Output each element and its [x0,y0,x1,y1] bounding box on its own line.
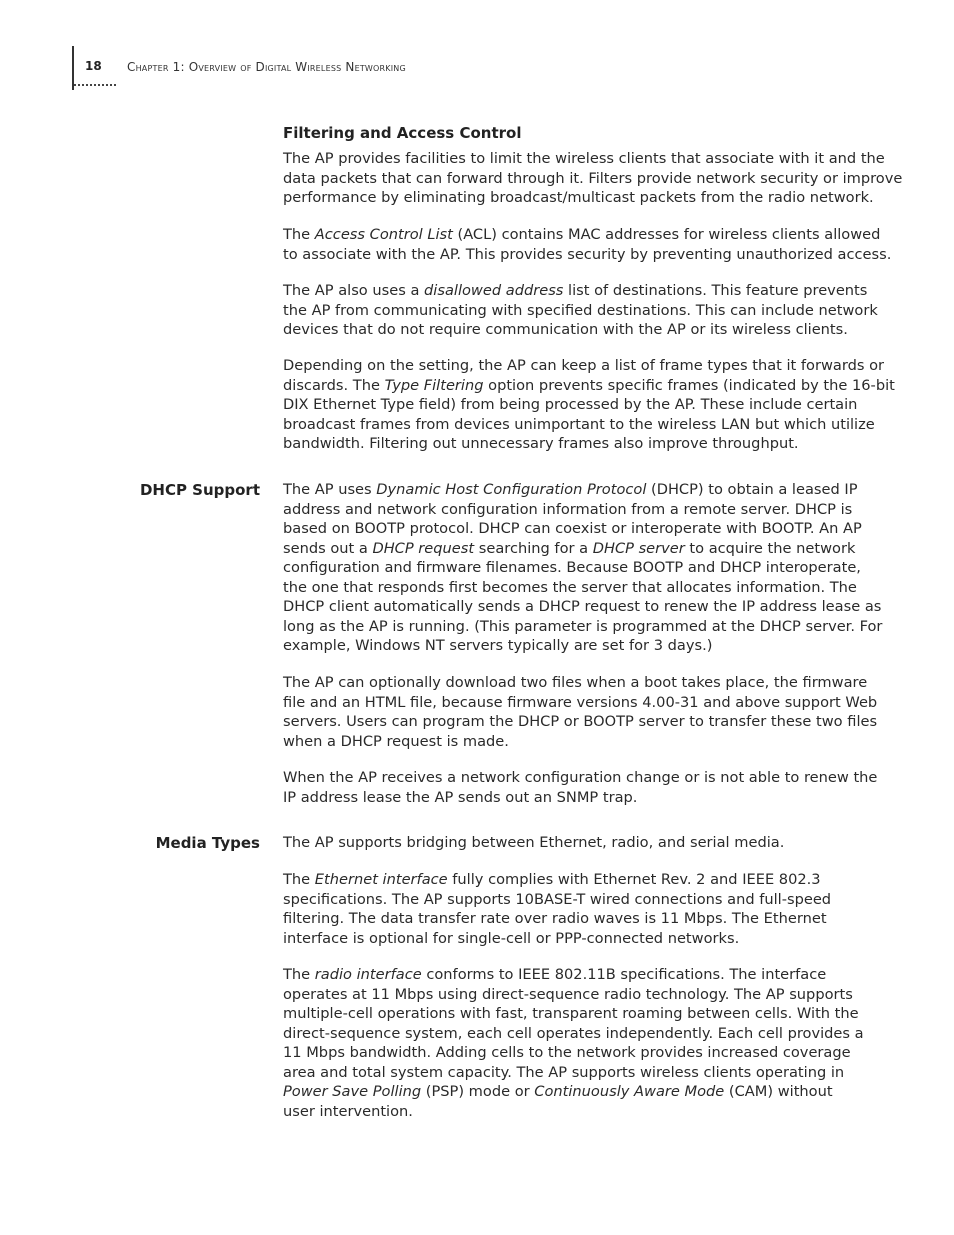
media-types-heading: Media Types [155,834,260,852]
media-paragraph-3: The radio interface conforms to IEEE 802.11B specifications. The interface operates at 11 Mbps using direct-sequence radio technology. The AP supports multiple-cell operations with fast, transparent roaming between cells. With the direct-sequence system, each cell operates independently. Each cell provides a 11 Mbps bandwidth. Adding cells to the network provides increased coverage area and total system capacity. The AP supports wireless clients operating in Power Save Polling (PSP) mode or Continuously Aware Mode (CAM) without user intervention. [283,966,864,1120]
filtering-paragraph-4: Depending on the setting, the AP can keep a list of frame types that it forwards or discards. The Type Filtering option prevents specific frames (indicated by the 16-bit DIX Ethernet Type field) from being processed by the AP. These include certain broadcast frames from devices unimportant to the wireless LAN but which utilize bandwidth. Filtering out unnecessary frames also improve throughput. [283,357,895,452]
dhcp-paragraph-3: When the AP receives a network configuration change or is not able to renew the IP address lease the AP sends out an SNMP trap. [283,769,878,806]
page-number: 18 [85,59,102,73]
media-paragraph-1: The AP supports bridging between Ethernet, radio, and serial media. [283,834,785,851]
dhcp-support-heading: DHCP Support [139,481,260,499]
dhcp-paragraph-2: The AP can optionally download two files when a boot takes place, the firmware file and an HTML file, because firmware versions 4.00-31 and above support Web servers. Users can program the DHCP or BOOTP server to transfer these two files when a DHCP request is made. [283,674,878,750]
header-dotted-rule [74,84,116,86]
filtering-paragraph-2: The Access Control List (ACL) contains MAC addresses for wireless clients allowed to associate with the AP. This provides security by preventing unauthorized access. [283,226,892,263]
filtering-paragraph-3: The AP also uses a disallowed address list of destinations. This feature prevents the AP from communicating with specified destinations. This can include network devices that do not require communication with the AP or its wireless clients. [283,282,878,338]
media-paragraph-2: The Ethernet interface fully complies with Ethernet Rev. 2 and IEEE 802.3 specifications. The AP supports 10BASE-T wired connections and full-speed filtering. The data transfer rate over radio waves is 11 Mbps. The Ethernet interface is optional for single-cell or PPP-connected networks. [283,871,832,947]
filtering-paragraph-1: The AP provides facilities to limit the wireless clients that associate with it and the data packets that can forward through it. Filters provide network security or improve performance by eliminating broadcast/multicast packets from the radio network. [283,150,903,206]
dhcp-paragraph-1: The AP uses Dynamic Host Configuration Protocol (DHCP) to obtain a leased IP address and network configuration information from a remote server. DHCP is based on BOOTP protocol. DHCP can coexist or interoperate with BOOTP. An AP sends out a DHCP request searching for a DHCP server to acquire the network configuration and firmware filenames. Because BOOTP and DHCP interoperate, the one that responds first becomes the server that allocates information. The DHCP client automatically sends a DHCP request to renew the IP address lease as long as the AP is running. (This parameter is programmed at the DHCP server. For example, Windows NT servers typically are set for 3 days.) [283,481,883,654]
chapter-title: Chapter 1: Overview of Digital Wireless Networking [127,60,406,74]
section-title: Filtering and Access Control [283,124,522,142]
